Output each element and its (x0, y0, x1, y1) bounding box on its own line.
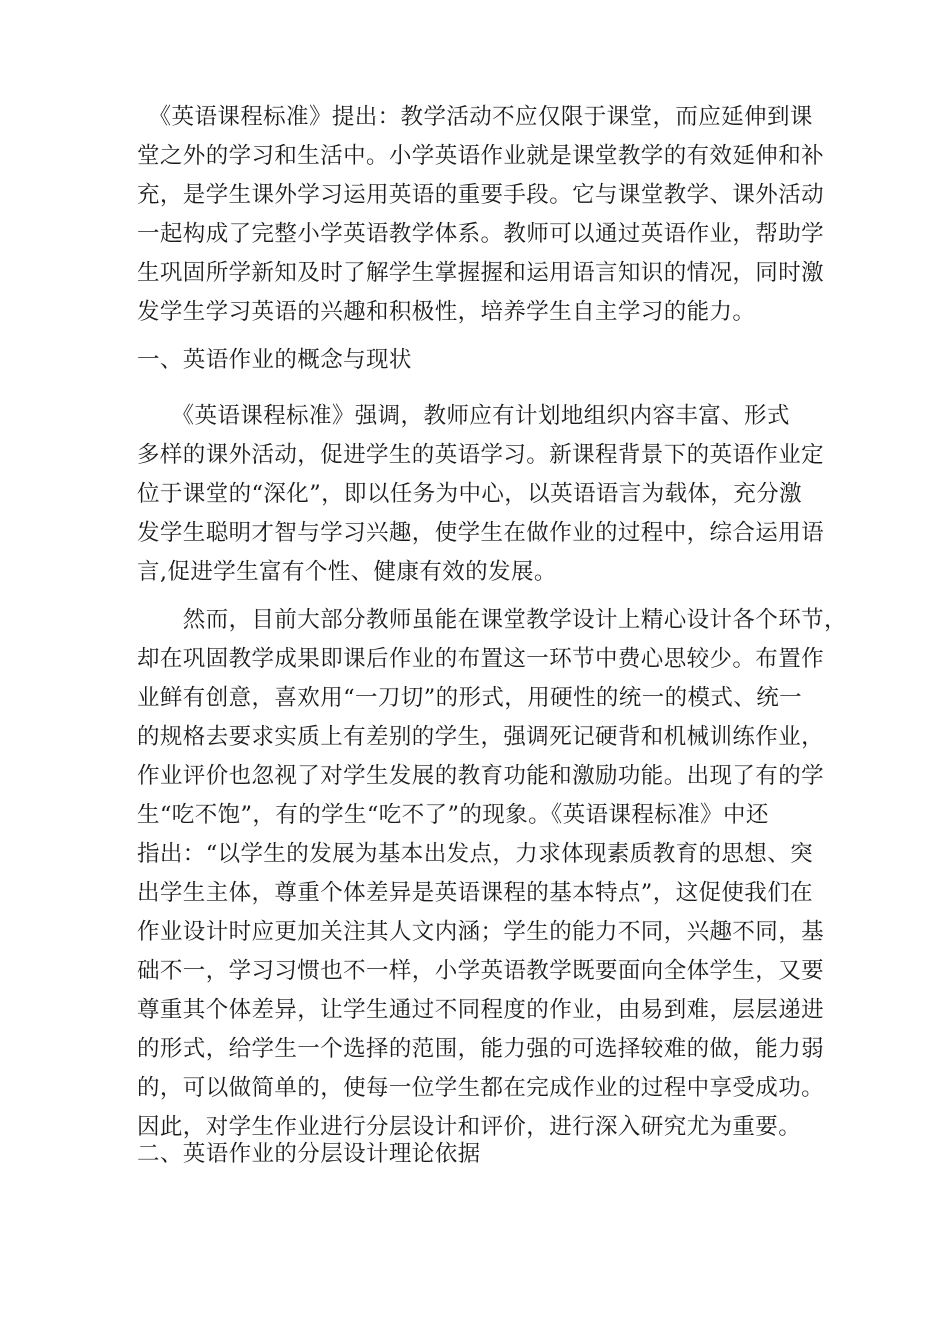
text-line: 《英语课程标准》强调，教师应有计划地组织内容丰富、形式 (137, 403, 790, 429)
text-line: 尊重其个体差异，让学生通过不同程度的作业，由易到难，层层递进 (137, 997, 825, 1023)
text-line: 作业设计时应更加关注其人文内涵；学生的能力不同，兴趣不同，基 (137, 919, 825, 945)
text-line: 充，是学生课外学习运用英语的重要手段。它与课堂教学、课外活动 (137, 182, 825, 208)
status-paragraph (137, 601, 847, 1147)
concept-paragraph (137, 397, 827, 592)
section-heading-1 (137, 341, 827, 380)
text-line: 位于课堂的“深化”，即以任务为中心，以英语语言为载体，充分激 (137, 481, 803, 507)
text-line: 《英语课程标准》提出：教学活动不应仅限于课堂，而应延伸到课 (137, 104, 813, 130)
text-line: 生巩固所学新知及时了解学生掌握握和运用语言知识的情况，同时激 (137, 260, 825, 286)
text-line: 然而，目前大部分教师虽能在课堂教学设计上精心设计各个环节， (137, 607, 847, 633)
text-line: 多样的课外活动，促进学生的英语学习。新课程背景下的英语作业定 (137, 442, 825, 468)
text-line: 因此，对学生作业进行分层设计和评价，进行深入研究尤为重要。 (137, 1114, 802, 1140)
text-line: 的形式，给学生一个选择的范围，能力强的可选择较难的做，能力弱 (137, 1036, 825, 1062)
text-line: 一起构成了完整小学英语教学体系。教师可以通过英语作业，帮助学 (137, 221, 825, 247)
heading-text: 一、英语作业的概念与现状 (137, 347, 412, 373)
text-line: 发学生聪明才智与学习兴趣，使学生在做作业的过程中，综合运用语 (137, 520, 825, 546)
text-line: 础不一，学习习惯也不一样，小学英语教学既要面向全体学生，又要 (137, 958, 825, 984)
text-line: 的，可以做简单的，使每一位学生都在完成作业的过程中享受成功。 (137, 1075, 825, 1101)
text-line: 却在巩固教学成果即课后作业的布置这一环节中费心思较少。布置作 (137, 646, 825, 672)
text-line: 堂之外的学习和生活中。小学英语作业就是课堂教学的有效延伸和补 (137, 143, 825, 169)
text-line: 业鲜有创意，喜欢用“一刀切”的形式，用硬性的统一的模式、统一 (137, 685, 803, 711)
text-line: 出学生主体，尊重个体差异是英语课程的基本特点”，这促使我们在 (137, 880, 814, 906)
text-line: 的规格去要求实质上有差别的学生，强调死记硬背和机械训练作业， (137, 724, 825, 750)
section-heading-2 (137, 1135, 827, 1174)
text-line: 生“吃不饱”，有的学生“吃不了”的现象。《英语课程标准》中还 (137, 802, 769, 828)
text-line: 指出：“以学生的发展为基本出发点，力求体现素质教育的思想、突 (137, 841, 814, 867)
text-line: 作业评价也忽视了对学生发展的教育功能和激励功能。出现了有的学 (137, 763, 825, 789)
text-line: 发学生学习英语的兴趣和积极性，培养学生自主学习的能力。 (137, 299, 756, 325)
intro-paragraph (137, 98, 827, 332)
heading-text: 二、英语作业的分层设计理论依据 (137, 1141, 481, 1167)
text-line: 言,促进学生富有个性、健康有效的发展。 (137, 559, 557, 585)
